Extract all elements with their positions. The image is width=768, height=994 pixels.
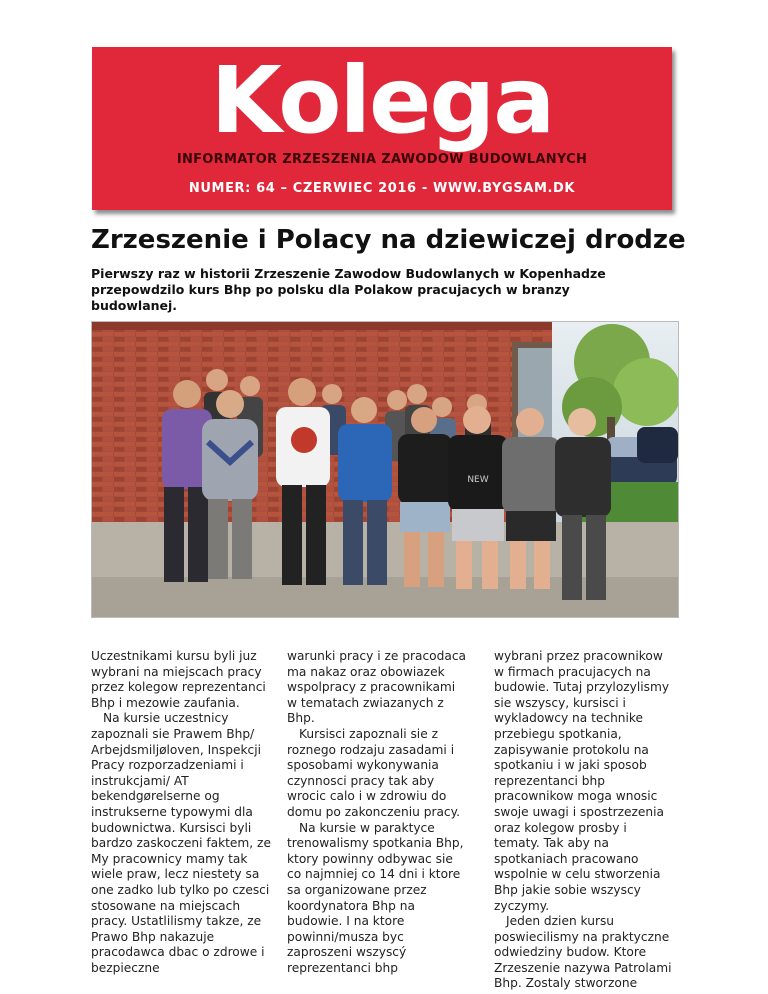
column-2-paragraph: Kursisci zapoznali sie z roznego rodzaju zasadami i sposobami wykonywania czynnosci pracy tak aby wrocic calo i w zdrowiu do domu po zakonczeniu pracy. xyxy=(287,726,460,819)
column-1-paragraph: Uczestnikami kursu byli juz wybrani na miejscach pracy przez kolegow reprezentanci Bhp i mezowie zaufania. xyxy=(91,649,266,710)
column-1-paragraph: Na kursie uczestnicy zapoznali sie Prawem Bhp/ Arbejdsmiljøloven, Inspekcji Pracy rozporzadzeniami i instrukcjami/ AT bekendgørelserne og instrukserne typowymi dla budownictwa. Kursisci byli bardzo zaskoczeni faktem, ze My pracownicy mamy tak wiele praw, lecz niestety sa one zadko lub tylko po czesci stosowane na miejscach pracy. Ustatlilismy takze, ze Prawo Bhp nakazuje pracodawca dbac o zdrowe i bezpieczne xyxy=(91,711,271,975)
group-photo-illustration xyxy=(92,322,678,617)
text-column-1 xyxy=(91,649,271,976)
column-2-paragraph: Na kursie w paraktyce trenowalismy spotkania Bhp, ktory powinny odbywac sie co najmniej co 14 dni i ktore sa organizowane przez koordynatora Bhp na budowie. I na ktore powinni/musza byc zaproszeni wszyscý reprezentanci bhp xyxy=(287,820,464,975)
text-column-2 xyxy=(287,649,467,976)
column-3-paragraph: wybrani przez pracownikow w firmach pracujacych na budowie. Tutaj przylozylismy sie wszyscy, kursisci i wykladowcy na technike przebiegu spotkania, zapisywanie protokolu na spotkaniu i w jaki sposob reprezentanci bhp pracownikow moga wnosic swoje uwagi i spostrzezenia oraz kolegow prosby i tematy. Tak aby na spotkaniach pracowano wspolnie w celu stworzenia Bhp jakie sobie wszyscy zyczymy. xyxy=(494,649,670,913)
text-column-3 xyxy=(494,649,674,992)
shirt-print: NEW xyxy=(467,475,489,485)
masthead-subtitle: INFORMATOR ZRZESZENIA ZAWODOW BUDOWLANYCH xyxy=(176,152,588,167)
group-photo xyxy=(91,321,679,618)
article-lead: Pierwszy raz w historii Zrzeszenie Zawodow Budowlanych w Kopenhadze przepowdzilo kurs Bhp po polsku dla Polakow pracujacych w branzy budowlanej. xyxy=(91,266,606,313)
column-3-paragraph: Jeden dzien kursu poswiecilismy na praktyczne odwiedziny budow. Ktore Zrzeszenie nazywa Patrolami Bhp. Zostaly stworzone xyxy=(494,914,672,991)
column-2-paragraph: warunki pracy i ze pracodaca ma nakaz oraz obowiazek wspolpracy z pracownikami w tematach zwiazanych z Bhp. xyxy=(287,649,466,726)
masthead-logo: Kolega xyxy=(210,47,554,154)
masthead-banner xyxy=(92,47,672,210)
article-headline: Zrzeszenie i Polacy na dziewiczej drodze xyxy=(91,225,686,255)
issue-line: NUMER: 64 – CZERWIEC 2016 - WWW.BYGSAM.DK xyxy=(188,181,576,196)
